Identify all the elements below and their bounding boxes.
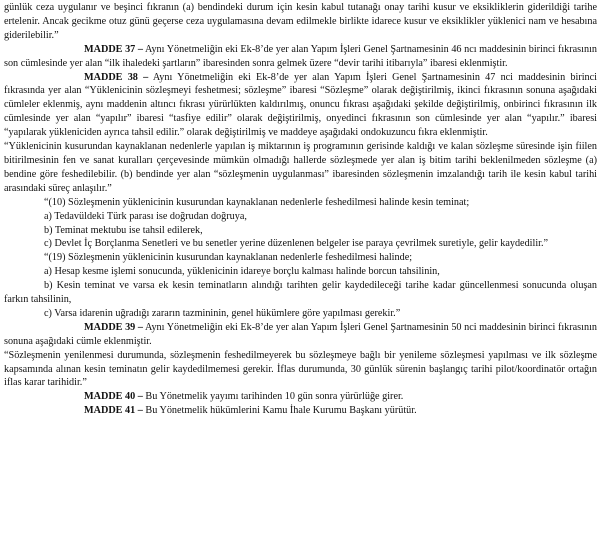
article-38	[4, 71, 597, 141]
list-item: b) Teminat mektubu ise tahsil edilerek,	[44, 224, 203, 236]
article-text: Aynı Yönetmeliğin eki Ek-8’de yer alan Yapım İşleri Genel Şartnamesinin 47 nci maddesinin birinci fıkrasında yer alan “Yüklenicinin sözleşmeyi feshetmesi; sözleşme” ibaresi “Sözleşme” olarak değiştirilmiş, ikinci fıkrasının sonuna aşağıdaki cümleler eklenmiş, aynı maddenin altıncı fıkrası yürürlükten kaldırılmış, onuncu fıkrası aşağıdaki şekilde değiştirilmiş, onbirinci fıkrasının ilk cümlesinde yer alan “yapılır” ibaresi “tasfiye edilir” olarak değiştirilmiş, onyedinci fıkrasının son cümlesinde yer alan “yapılır.” ibaresi “yapılarak yükleniciden ayrıca tahsil edilir.” olarak değiştirilmiş ve maddeye aşağıdaki ondokuzuncu fıkra eklenmiştir.	[4, 71, 597, 139]
article-40	[4, 390, 597, 404]
list-item: c) Devlet İç Borçlanma Senetleri ve bu senetler yerine düzenlenen belgeler ise paraya çevrilmek suretiyle, gelir kaydedilir.”	[44, 238, 549, 250]
article-heading: MADDE 40 –	[84, 391, 143, 403]
quoted-paragraph: “Yüklenicinin kusurundan kaynaklanan nedenlerle yapılan iş miktarının iş programının gerisinde kaldığı ve kalan sözleşme süresinde işin fiilen bitirilmesinin fen ve sanat kuralları çerçevesinde mümkün olmadığı hallerde sözleşmede yer alan iş bitim tarihi beklenilmeden sözleşme (a) bendine göre feshedilebilir. (b) bendinde yer alan “sözleşmenin uygulanması” ibaresinden sözleşmenin imzalandığı tarih ile kesin kabul tarihi arasındaki süreç anlaşılır.”	[4, 141, 597, 194]
article-text: Bu Yönetmelik yayımı tarihinden 10 gün sonra yürürlüğe girer.	[142, 391, 404, 403]
article-text: Aynı Yönetmeliğin eki Ek-8’de yer alan Yapım İşleri Genel Şartnamesinin 46 ncı maddesinin birinci fıkrasının son cümlesinde yer alan “ilk ihaledeki şartların” ibaresinden sonra gelmek üzere “devir tarihi itibarıyla” ibaresi eklenmiştir.	[4, 43, 597, 69]
list-item: a) Tedavüldeki Türk parası ise doğrudan doğruya,	[44, 210, 247, 222]
quoted-clause-19: “(19) Sözleşmenin yüklenicinin kusurundan kaynaklanan nedenlerle feshedilmesi halinde;	[44, 252, 413, 264]
list-item: a) Hesap kesme işlemi sonucunda, yüklenicinin idareye borçlu kalması halinde borcun tahsilinin,	[44, 266, 440, 278]
quoted-clause-10: “(10) Sözleşmenin yüklenicinin kusurundan kaynaklanan nedenlerle feshedilmesi halinde kesin teminat;	[44, 196, 470, 208]
article-41	[4, 404, 597, 418]
article-37	[4, 43, 597, 71]
list-item: c) Varsa idarenin uğradığı zararın tazmininin, genel hükümlere göre yapılması gerekir.”	[44, 307, 401, 319]
article-heading: MADDE 37 –	[84, 43, 143, 55]
quoted-paragraph: “Sözleşmenin yenilenmesi durumunda, sözleşmenin feshedilmeyerek bu sözleşmeye bağlı bir yenileme sözleşmesi yapılması ve ilk sözleşme kapsamında alınan kesin teminatın gelir kaydedilmemesi gerekir. İflas durumunda, 30 günlük sürenin başlangıç tarihi pilot/koordinatör ortağın iflas karar tarihidir.”	[4, 349, 597, 389]
list-item: b) Kesin teminat ve varsa ek kesin teminatların alındığı tarihten gelir kaydedileceği tarihe kadar güncellenmesi sonucunda oluşan farkın tahsilinin,	[4, 280, 597, 306]
article-heading: MADDE 38 –	[84, 71, 149, 83]
article-39	[4, 321, 597, 349]
article-text: Bu Yönetmelik hükümlerini Kamu İhale Kurumu Başkanı yürütür.	[142, 405, 417, 417]
article-heading: MADDE 39 –	[84, 321, 143, 333]
article-text: Aynı Yönetmeliğin eki Ek-8’de yer alan Yapım İşleri Genel Şartnamesinin 50 nci maddesinin birinci fıkrasının sonuna aşağıdaki cümle eklenmiştir.	[4, 321, 597, 347]
paragraph-continuation: günlük ceza uygulanır ve beşinci fıkranın (a) bendindeki durum için kesin kabul tutanağı onay tarihi kusur ve eksikliklerin giderildiği tarihe ertelenir. Ancak gecikme otuz günü geçerse ceza uygulamasına devam edilmekle birlikte idarece kusur ve eksiklikler yüklenici nam ve hesabına giderilebilir.”	[4, 2, 597, 41]
article-heading: MADDE 41 –	[84, 405, 143, 417]
